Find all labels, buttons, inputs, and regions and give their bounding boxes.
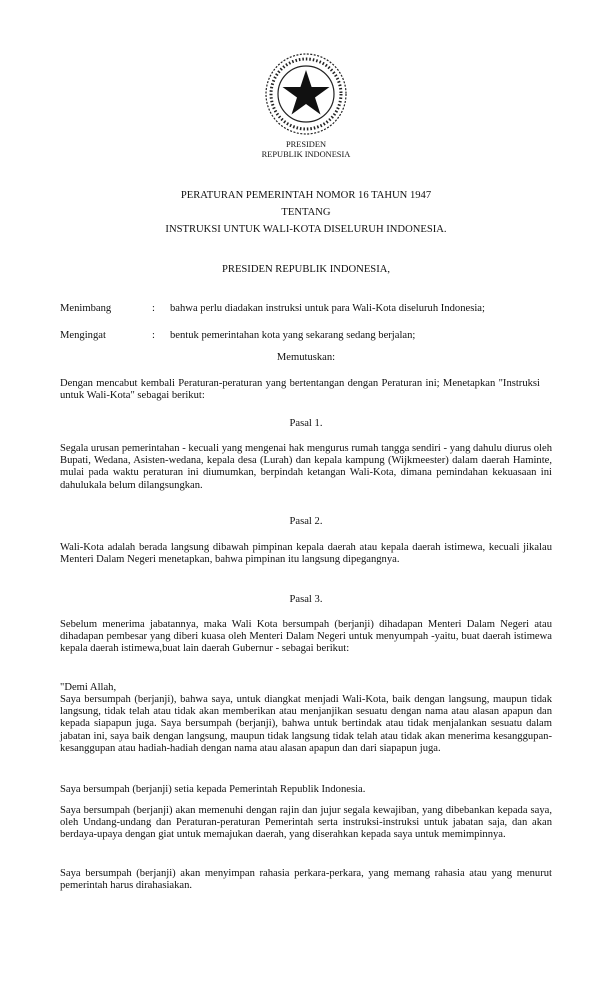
consideration-sep: : (152, 330, 155, 341)
consideration-label: Menimbang (60, 303, 112, 314)
oath-paragraph-4: Saya bersumpah (berjanji) akan menyimpan rahasia perkara-perkara, yang memang rahasia atau yang menurut pemerintah harus dirahasiakan. (60, 868, 552, 892)
article-2-title: Pasal 2. (289, 516, 323, 527)
title-subject: INSTRUKSI UNTUK WALI-KOTA DISELURUH INDONESIA. (165, 224, 447, 235)
consideration-text: bentuk pemerintahan kota yang sekarang sedang berjalan; (170, 330, 416, 341)
header-president: PRESIDEN (285, 140, 327, 149)
consideration-label: Mengingat (60, 330, 106, 341)
article-1-title: Pasal 1. (289, 418, 323, 429)
preamble: Dengan mencabut kembali Peraturan-peraturan yang bertentangan dengan Peraturan ini; Menetapkan "Instruksi untuk Wali-Kota" sebagai berikut: (60, 378, 540, 402)
consideration-text: bahwa perlu diadakan instruksi untuk para Wali-Kota diseluruh Indonesia; (170, 303, 485, 314)
oath-paragraph-2: Saya bersumpah (berjanji) setia kepada Pemerintah Republik Indonesia. (60, 784, 366, 795)
header-republic: REPUBLIK INDONESIA (261, 150, 351, 159)
title-regulation: PERATURAN PEMERINTAH NOMOR 16 TAHUN 1947 (180, 190, 432, 201)
oath-paragraph-1: Saya bersumpah (berjanji), bahwa saya, untuk diangkat menjadi Wali-Kota, baik dengan langsung, maupun tidak langsung, tidak telah atau tidak akan memberikan atau menjanjikan sesuatu dengan nama atau alasan apapun dan kepada siapapun juga. Saya bersumpah (berjanji), bahwa untuk bertindak atau tidak menjalankan sesuatu dalam jabatan ini, saya baik dengan langsung, maupun tidak langsung tidak telah atau tidak akan menerima kesanggupan-kesanggupan atau hadiah-hadiah dengan nama atau alasan apapun dan dari siapapun juga. (60, 694, 552, 754)
issuer: PRESIDEN REPUBLIK INDONESIA, (221, 264, 391, 275)
oath-opening: "Demi Allah, (60, 682, 117, 693)
article-1-text: Segala urusan pemerintahan - kecuali yang mengenai hak mengurus rumah tangga sendiri - yang dahulu diurus oleh Bupati, Wedana, Asisten-wedana, kepala desa (Lurah) dan kepala kampung (Wijkmeester) dalam daerah Haminte, mulai pada waktu peraturan ini diumumkan, berpindah ketangan Wali-Kota, dimana pemindahan kekuasaan ini dahulukala belum dilangsungkan. (60, 443, 552, 491)
oath-paragraph-3: Saya bersumpah (berjanji) akan memenuhi dengan rajin dan jujur segala kewajiban, yang dibebankan kepada saya, oleh Undang-undang dan Peraturan-peraturan Pemerintah serta instruksi-instruksi untuk jabatan saja, dan akan berdaya-upaya dengan giat untuk memajukan daerah, yang diserahkan kepada saya untuk memimpinnya. (60, 805, 552, 841)
article-3-title: Pasal 3. (289, 594, 323, 605)
title-about: TENTANG (281, 207, 331, 218)
consideration-sep: : (152, 303, 155, 314)
presidential-seal-emblem (264, 52, 348, 136)
decides-heading: Memutuskan: (276, 352, 336, 363)
article-3-text: Sebelum menerima jabatannya, maka Wali Kota bersumpah (berjanji) dihadapan Menteri Dalam Negeri atau dihadapan pembesar yang diberi kuasa oleh Menteri Dalam Negeri untuk menyumpah -yaitu, buat daerah istimewa kepala daerah istimewa,buat lain daerah Gubernur - sebagai berikut: (60, 619, 552, 655)
article-2-text: Wali-Kota adalah berada langsung dibawah pimpinan kepala daerah atau kepala daerah istimewa, kecuali jikalau Menteri Dalam Negeri menetapkan, bahwa pimpinan itu langsung dipegangnya. (60, 542, 552, 566)
